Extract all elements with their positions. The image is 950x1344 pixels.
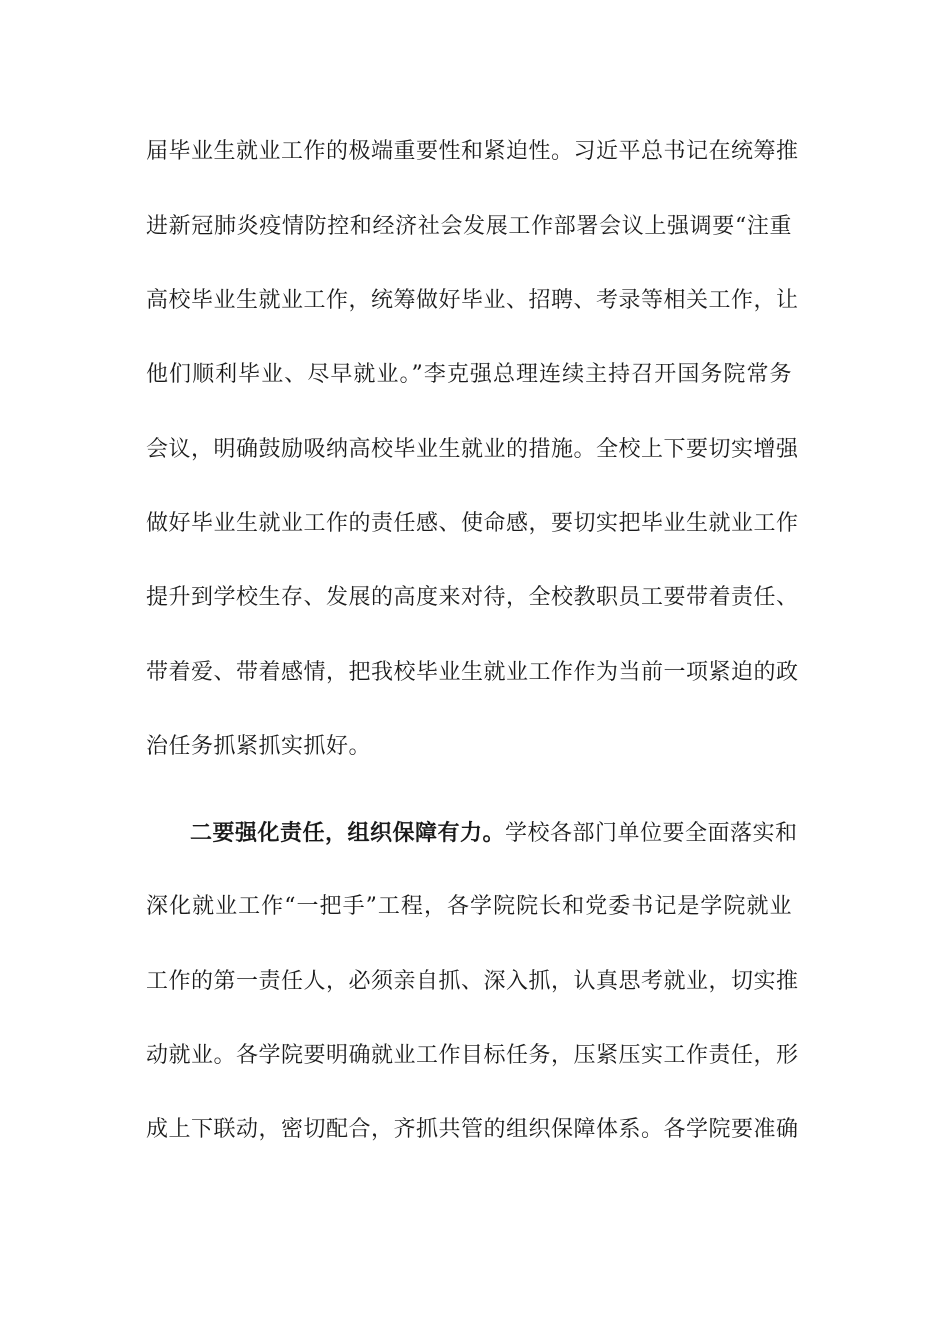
paragraph-line: 深化就业工作“一把手”工程，各学院院长和党委书记是学院就业	[146, 894, 792, 919]
paragraph-line: 带着爱、带着感情，把我校毕业生就业工作作为当前一项紧迫的政	[146, 660, 799, 685]
paragraph-line: 工作的第一责任人，必须亲自抓、深入抓，认真思考就业，切实推	[146, 969, 799, 994]
paragraph-line: 动就业。各学院要明确就业工作目标任务，压紧压实工作责任，形	[146, 1043, 799, 1068]
paragraph-first-line	[190, 818, 798, 848]
paragraph-line: 提升到学校生存、发展的高度来对待，全校教职员工要带着责任、	[146, 585, 799, 610]
paragraph-line: 治任务抓紧抓实抓好。	[146, 734, 372, 759]
paragraph-line: 他们顺利毕业、尽早就业。”李克强总理连续主持召开国务院常务	[146, 362, 792, 387]
paragraph-line: 会议，明确鼓励吸纳高校毕业生就业的措施。全校上下要切实增强	[146, 437, 799, 462]
paragraph-line: 做好毕业生就业工作的责任感、使命感，要切实把毕业生就业工作	[146, 511, 799, 536]
paragraph-text: 学校各部门单位要全面落实和	[505, 821, 798, 846]
section-heading: 二要强化责任，组织保障有力。	[190, 820, 506, 846]
paragraph-line: 进新冠肺炎疫情防控和经济社会发展工作部署会议上强调要“注重	[146, 214, 792, 239]
paragraph-line: 高校毕业生就业工作，统筹做好毕业、招聘、考录等相关工作，让	[146, 288, 799, 313]
paragraph-line: 成上下联动，密切配合，齐抓共管的组织保障体系。各学院要准确	[146, 1117, 799, 1142]
paragraph-line: 届毕业生就业工作的极端重要性和紧迫性。习近平总书记在统筹推	[146, 139, 799, 164]
